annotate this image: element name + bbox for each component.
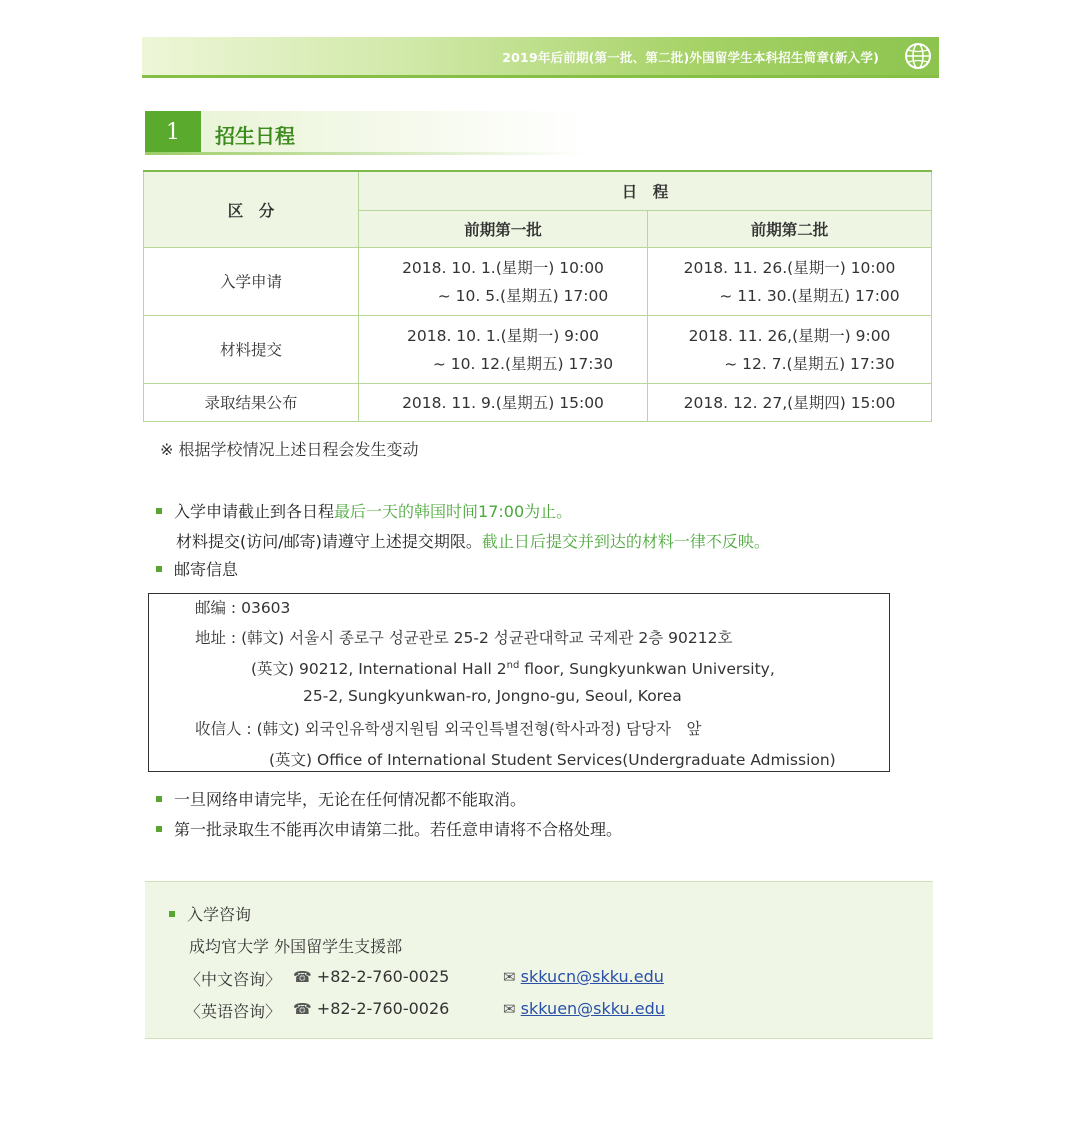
header-title: 2019年后前期(第一批、第二批)外国留学生本科招生简章(新入学): [502, 50, 879, 65]
cell-line: ~ 12. 7.(星期五) 17:30: [724, 354, 895, 373]
contact-en-email: [503, 999, 665, 1018]
address-en: floor, Sungkyunkwan University,: [519, 660, 775, 678]
bullet-square-icon: [156, 566, 162, 572]
mailing-address-box: [148, 593, 890, 772]
lang-tag: (韩文): [241, 629, 285, 647]
batch1-cell: [359, 248, 648, 316]
contact-en-phone: [293, 999, 449, 1018]
bullet-deadline-line2: [176, 529, 770, 552]
row-label: 材料提交: [144, 316, 359, 384]
contact-cn-label: 〈中文咨询〉: [185, 970, 282, 989]
phone-icon: ☎: [293, 1000, 312, 1018]
postcode-line: [195, 596, 290, 618]
lang-tag: (英文): [269, 751, 313, 769]
contact-en-label: 〈英语咨询〉: [185, 1002, 282, 1021]
bullet-batch-rule: [156, 817, 622, 840]
recipient-kr: 외국인유학생지원팀 외국인특별전형(학사과정) 담당자 앞: [304, 720, 702, 738]
batch1-cell: [359, 316, 648, 384]
cell-line: 2018. 10. 1.(星期一) 10:00: [402, 258, 604, 277]
batch2-cell: [648, 248, 932, 316]
bullet-highlight: 截止日后提交并到达的材料一律不反映。: [481, 532, 770, 551]
batch2-cell: 2018. 12. 27,(星期四) 15:00: [648, 384, 932, 422]
bullet-text: 第一批录取生不能再次申请第二批。若任意申请将不合格处理。: [174, 820, 623, 839]
bullet-highlight: 最后一天的韩国时间17:00为止。: [334, 502, 573, 521]
batch2-cell: [648, 316, 932, 384]
section-number: 1: [145, 111, 201, 155]
phone-icon: ☎: [293, 968, 312, 986]
postcode-value: 03603: [241, 599, 291, 617]
table-header-batch2: 前期第二批: [648, 211, 932, 248]
cell-line: 2018. 11. 26,(星期一) 9:00: [688, 326, 891, 345]
schedule-note: ※ 根据学校情况上述日程会发生变动: [160, 440, 419, 459]
table-header-category: 区 分: [144, 171, 359, 248]
address-kr-line: [195, 626, 732, 648]
batch1-cell: 2018. 11. 9.(星期五) 15:00: [359, 384, 648, 422]
contact-org: 成均官大学 外国留学生支援部: [189, 937, 403, 956]
section-heading: [145, 111, 585, 155]
bullet-mail-info: [156, 557, 238, 580]
recipient-label: 收信人 :: [195, 720, 252, 738]
recipient-kr-line: [195, 717, 701, 739]
table-header-schedule: 日 程: [359, 171, 932, 211]
bullet-text: 邮寄信息: [174, 560, 239, 579]
lang-tag: (韩文): [256, 720, 300, 738]
lang-tag: (英文): [251, 660, 295, 678]
mail-icon: ✉: [503, 968, 516, 986]
bullet-square-icon: [169, 911, 175, 917]
bullet-deadline: [156, 499, 572, 522]
bullet-square-icon: [156, 796, 162, 802]
contact-box: [145, 881, 933, 1039]
table-row: [144, 384, 932, 422]
recipient-en: Office of International Student Services(Undergraduate Admission): [317, 751, 836, 769]
bullet-text: 入学申请截止到各日程: [174, 502, 335, 521]
table-row: [144, 248, 932, 316]
bullet-square-icon: [156, 508, 162, 514]
address-en-line2: 25-2, Sungkyunkwan-ro, Jongno-gu, Seoul, Korea: [303, 687, 682, 705]
address-en-line1: [251, 657, 775, 679]
recipient-en-line: [269, 748, 836, 770]
schedule-table: [143, 170, 932, 422]
email-link-en[interactable]: skkuen@skku.edu: [520, 999, 665, 1018]
globe-icon: [903, 41, 933, 71]
cell-line: 2018. 11. 26.(星期一) 10:00: [683, 258, 896, 277]
bullet-text: 一旦网络申请完毕，无论在任何情况都不能取消。: [174, 790, 527, 809]
cell-line: ~ 10. 5.(星期五) 17:00: [437, 286, 609, 305]
cell-line: ~ 10. 12.(星期五) 17:30: [432, 354, 614, 373]
phone-number: +82-2-760-0025: [316, 967, 450, 986]
row-label: 入学申请: [144, 248, 359, 316]
address-kr: 서울시 종로구 성균관로 25-2 성균관대학교 국제관 2층 90212호: [289, 629, 733, 647]
email-link-cn[interactable]: skkucn@skku.edu: [520, 967, 664, 986]
contact-cn-email: [503, 967, 664, 986]
phone-number: +82-2-760-0026: [316, 999, 450, 1018]
mail-icon: ✉: [503, 1000, 516, 1018]
postcode-label: 邮编 :: [195, 599, 237, 617]
section-underline: [145, 152, 585, 155]
header-band: [142, 37, 939, 78]
address-en: 90212, International Hall 2: [299, 660, 507, 678]
bullet-no-cancel: [156, 787, 526, 810]
table-header-batch1: 前期第一批: [359, 211, 648, 248]
row-label: 录取结果公布: [144, 384, 359, 422]
bullet-text: 材料提交(访问/邮寄)请遵守上述提交期限。: [176, 532, 482, 551]
contact-title: [169, 902, 251, 925]
section-title: 招生日程: [215, 124, 295, 148]
contact-cn-phone: [293, 967, 449, 986]
contact-title-text: 入学咨询: [187, 905, 252, 924]
table-row: [144, 316, 932, 384]
address-label: 地址 :: [195, 629, 237, 647]
ordinal-sup: nd: [506, 659, 520, 671]
cell-line: ~ 11. 30.(星期五) 17:00: [719, 286, 900, 305]
bullet-square-icon: [156, 826, 162, 832]
cell-line: 2018. 10. 1.(星期一) 9:00: [407, 326, 599, 345]
